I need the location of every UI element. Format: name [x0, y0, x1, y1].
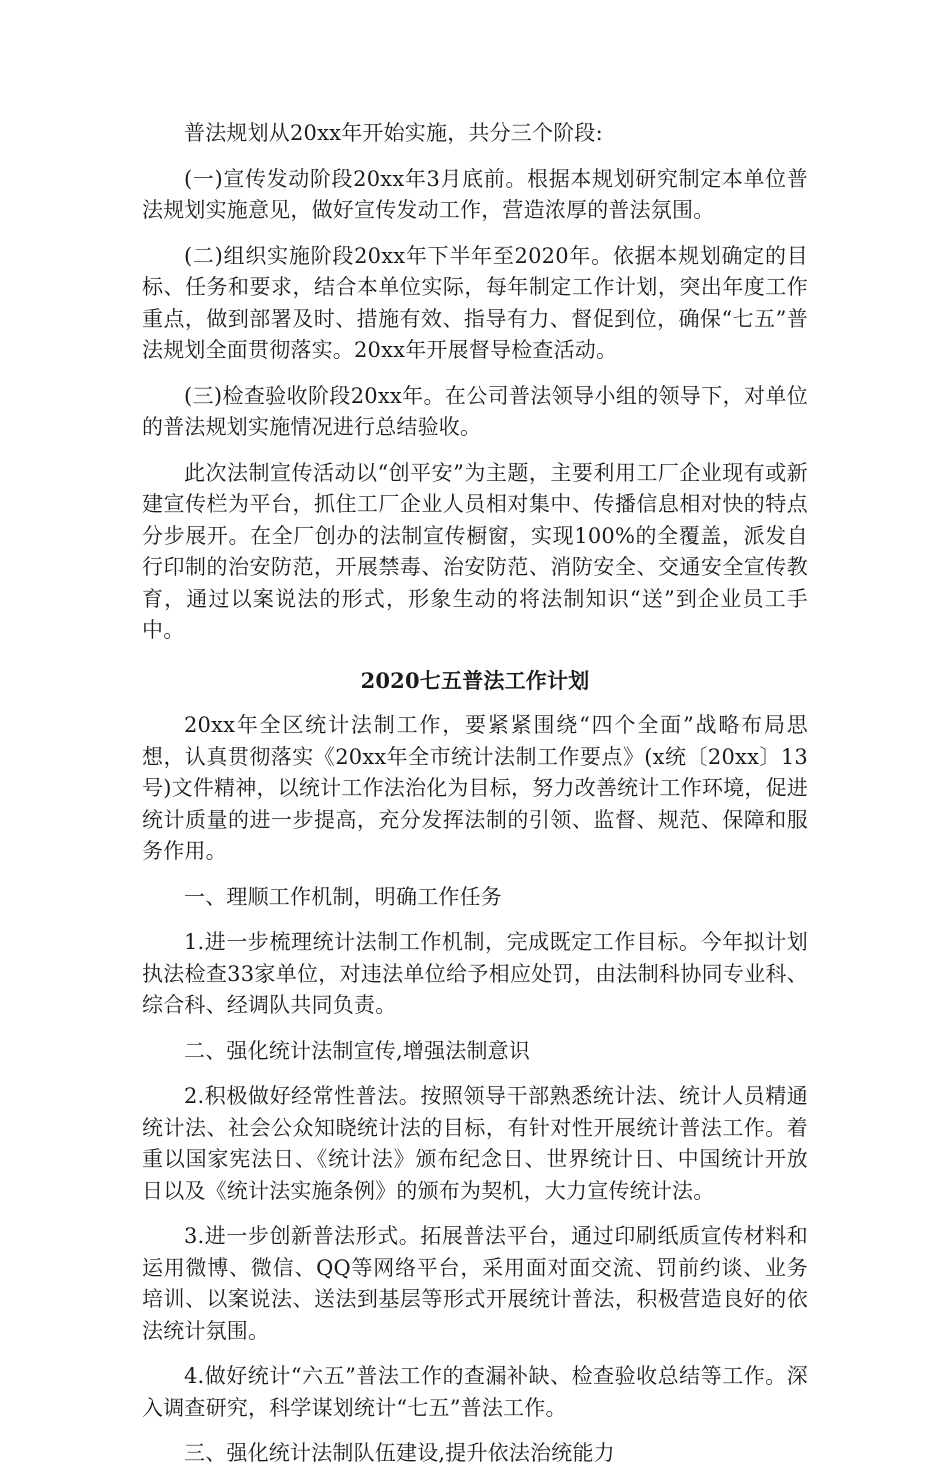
paragraph-campaign: 此次法制宣传活动以“创平安”为主题，主要利用工厂企业现有或新建宣传栏为平台，抓住工厂企业人员相对集中、传播信息相对快的特点分步展开。在全厂创办的法制宣传橱窗，实现100%的全覆盖，派发自行印制的治安防范，开展禁毒、治安防范、消防安全、交通安全宣传教育，通过以案说法的形式，形象生动的将法制知识“送”到企业员工手中。 [142, 460, 808, 642]
paragraph-section-one-title: 一、理顺工作机制，明确工作任务 [184, 884, 502, 909]
paragraph-stage-three: (三)检查验收阶段20xx年。在公司普法领导小组的领导下，对单位的普法规划实施情况进行总结验收。 [142, 383, 808, 439]
paragraph-section-three-title: 三、强化统计法制队伍建设,提升依法治统能力 [184, 1441, 615, 1465]
paragraph-stage-two: (二)组织实施阶段20xx年下半年至2020年。依据本规划确定的目标、任务和要求，结合本单位实际，每年制定工作计划，突出年度工作重点，做到部署及时、措施有效、指导有力、督促到位，确保“七五”普法规划全面贯彻落实。20xx年开展督导检查活动。 [142, 243, 808, 362]
paragraph-item-2: 2.积极做好经常性普法。按照领导干部熟悉统计法、统计人员精通统计法、社会公众知晓统计法的目标，有针对性开展统计普法工作。着重以国家宪法日、《统计法》颁布纪念日、世界统计日、中国统计开放日以及《统计法实施条例》的颁布为契机，大力宣传统计法。 [142, 1084, 808, 1203]
paragraph-item-1: 1.进一步梳理统计法制工作机制，完成既定工作目标。今年拟计划执法检查33家单位，对违法单位给予相应处罚，由法制科协同专业科、综合科、经调队共同负责。 [142, 930, 808, 1017]
paragraph-overview: 20xx年全区统计法制工作，要紧紧围绕“四个全面”战略布局思想，认真贯彻落实《20xx年全市统计法制工作要点》(x统〔20xx〕13号)文件精神，以统计工作法治化为目标，努力改善统计工作环境，促进统计质量的进一步提高，充分发挥法制的引领、监督、规范、保障和服务作用。 [142, 713, 808, 863]
paragraph-stage-one: (一)宣传发动阶段20xx年3月底前。根据本规划研究制定本单位普法规划实施意见，做好宣传发动工作，营造浓厚的普法氛围。 [142, 166, 808, 222]
paragraph-plan-stages-intro: 普法规划从20xx年开始实施，共分三个阶段: [184, 121, 603, 145]
paragraph-section-two-title: 二、强化统计法制宣传,增强法制意识 [184, 1038, 531, 1063]
paragraph-item-3: 3.进一步创新普法形式。拓展普法平台，通过印刷纸质宣传材料和运用微博、微信、QQ等网络平台，采用面对面交流、罚前约谈、业务培训、以案说法、送法到基层等形式开展统计普法，积极营造良好的依法统计氛围。 [142, 1224, 808, 1343]
section-heading: 2020七五普法工作计划 [360, 667, 590, 693]
paragraph-item-4: 4.做好统计“六五”普法工作的查漏补缺、检查验收总结等工作。深入调查研究，科学谋划统计“七五”普法工作。 [142, 1364, 808, 1420]
